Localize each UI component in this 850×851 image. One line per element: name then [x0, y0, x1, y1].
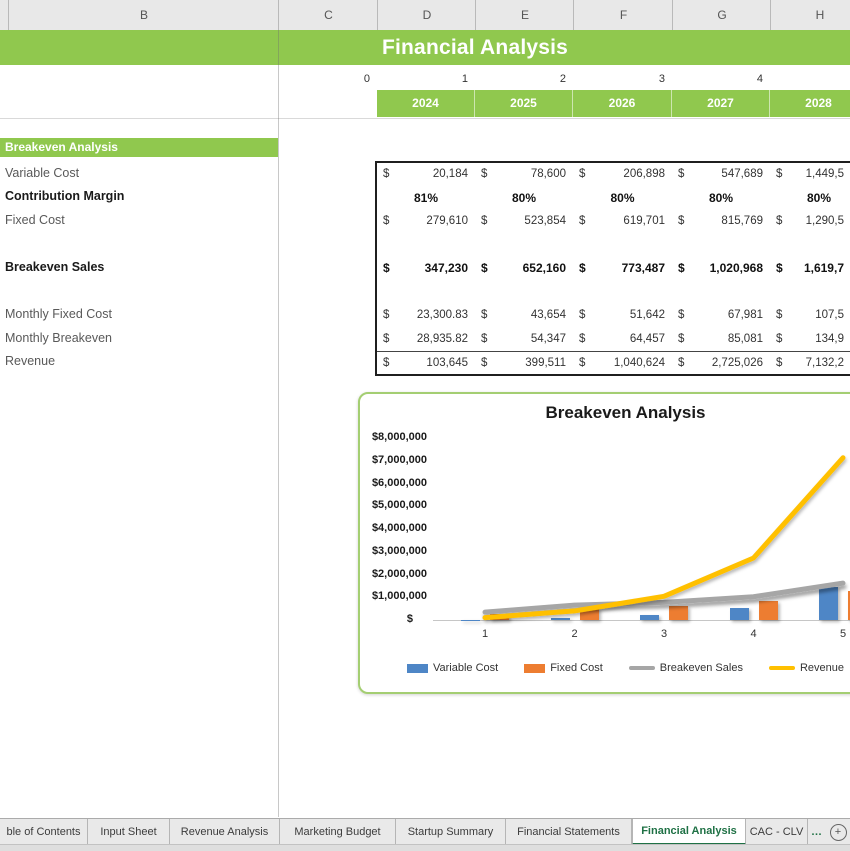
cell-value: 619,701 [623, 210, 665, 234]
cell-value: 206,898 [623, 163, 665, 187]
cell-value: 652,160 [523, 257, 566, 281]
table-cell[interactable] [770, 163, 850, 187]
sheet-tab-startup-summary[interactable]: Startup Summary [396, 819, 506, 845]
new-sheet-button[interactable] [826, 819, 850, 845]
row-label-monthly-fixed-cost[interactable]: Monthly Fixed Cost [0, 302, 270, 326]
column-header-row [0, 0, 850, 31]
table-cell[interactable] [672, 210, 770, 234]
chart-x-axis-line [433, 620, 850, 621]
section-header-breakeven[interactable] [0, 138, 278, 157]
currency-symbol: $ [481, 163, 487, 187]
currency-symbol: $ [678, 210, 684, 234]
cell-value: 815,769 [721, 210, 763, 234]
x-tick-label: 5 [831, 628, 850, 640]
column-header-H[interactable]: H [770, 0, 850, 30]
fixed-cost-bar [580, 608, 599, 620]
table-cell[interactable] [475, 210, 573, 234]
column-header-E[interactable]: E [475, 0, 574, 30]
currency-symbol: $ [776, 304, 782, 328]
table-row [377, 304, 850, 328]
currency-symbol: $ [776, 352, 782, 376]
row-label-fixed-cost[interactable]: Fixed Cost [0, 208, 270, 232]
currency-symbol: $ [678, 257, 685, 281]
currency-symbol: $ [383, 163, 389, 187]
table-row [377, 281, 850, 305]
currency-symbol: $ [776, 210, 782, 234]
currency-symbol: $ [383, 328, 389, 352]
revenue-line [485, 458, 843, 618]
table-row [377, 234, 850, 258]
currency-symbol: $ [481, 257, 488, 281]
table-cell[interactable] [672, 163, 770, 187]
column-divider [278, 30, 279, 817]
table-cell[interactable]: 80% [475, 187, 573, 211]
cell-value: 399,511 [525, 352, 566, 376]
currency-symbol: $ [678, 352, 684, 376]
table-cell[interactable] [377, 352, 475, 376]
row-label-variable-cost[interactable]: Variable Cost [0, 161, 270, 185]
table-cell[interactable] [573, 257, 672, 281]
breakeven-table [375, 161, 850, 376]
cell-value: 523,854 [524, 210, 566, 234]
cell-value: 279,610 [426, 210, 468, 234]
table-row [377, 187, 850, 211]
table-cell[interactable] [573, 163, 672, 187]
legend-label: Variable Cost [433, 662, 498, 674]
table-cell[interactable] [377, 210, 475, 234]
table-cell[interactable] [377, 328, 475, 352]
table-cell[interactable] [672, 304, 770, 328]
chart-title: Breakeven Analysis [360, 403, 850, 423]
legend-line-swatch-icon [769, 666, 795, 670]
period-number[interactable]: 0 [278, 68, 377, 90]
cell-value: 1,040,624 [614, 352, 665, 376]
x-tick-label: 4 [742, 628, 766, 640]
currency-symbol: $ [579, 352, 585, 376]
currency-symbol: $ [776, 163, 782, 187]
sheet-tab--[interactable]: … [808, 819, 826, 845]
cell-value: 103,645 [426, 352, 468, 376]
legend-line-swatch-icon [629, 666, 655, 670]
legend-label: Revenue [800, 662, 844, 674]
cell-value: 20,184 [433, 163, 468, 187]
cell-value: 347,230 [425, 257, 468, 281]
title-banner [0, 30, 850, 65]
year-header-2025[interactable]: 2025 [475, 90, 573, 117]
table-cell[interactable] [770, 257, 850, 281]
y-tick-label: $8,000,000 [365, 431, 427, 443]
legend-bar-swatch-icon [407, 664, 428, 673]
variable-cost-bar [730, 608, 749, 620]
currency-symbol: $ [579, 210, 585, 234]
table-row [377, 257, 850, 281]
currency-symbol: $ [678, 163, 684, 187]
cell-value: 54,347 [531, 328, 566, 352]
y-tick-label: $ [365, 613, 427, 625]
x-tick-label: 1 [473, 628, 497, 640]
cell-value: 67,981 [728, 304, 763, 328]
sheet-tab-revenue-analysis[interactable]: Revenue Analysis [170, 819, 280, 845]
currency-symbol: $ [383, 257, 390, 281]
table-cell[interactable] [377, 163, 475, 187]
currency-symbol: $ [678, 304, 684, 328]
year-header-2024[interactable]: 2024 [377, 90, 475, 117]
cell-value: 1,020,968 [710, 257, 763, 281]
column-header-B[interactable]: B [8, 0, 279, 30]
table-row [377, 328, 850, 352]
table-cell[interactable] [770, 328, 850, 352]
table-cell[interactable] [672, 328, 770, 352]
period-number[interactable]: 1 [377, 68, 475, 90]
plus-circle-icon: + [830, 824, 847, 841]
cell-value: 78,600 [531, 163, 566, 187]
legend-item-variable-cost [407, 662, 498, 674]
table-cell[interactable] [475, 352, 573, 376]
currency-symbol: $ [383, 304, 389, 328]
column-header-D[interactable]: D [377, 0, 476, 30]
table-cell[interactable] [770, 304, 850, 328]
currency-symbol: $ [579, 328, 585, 352]
legend-label: Fixed Cost [550, 662, 603, 674]
y-tick-label: $4,000,000 [365, 522, 427, 534]
row-label-monthly-breakeven[interactable]: Monthly Breakeven [0, 326, 270, 350]
row-label-revenue[interactable]: Revenue [0, 349, 270, 373]
table-cell[interactable] [672, 352, 770, 376]
cell-value: 64,457 [630, 328, 665, 352]
period-number[interactable]: 4 [672, 68, 770, 90]
table-cell[interactable] [573, 304, 672, 328]
y-tick-label: $5,000,000 [365, 499, 427, 511]
column-header-C[interactable]: C [278, 0, 378, 30]
cell-value: 547,689 [721, 163, 763, 187]
column-header-G[interactable]: G [672, 0, 771, 30]
breakeven-chart[interactable] [358, 392, 850, 694]
column-header-F[interactable]: F [573, 0, 673, 30]
legend-bar-swatch-icon [524, 664, 545, 673]
currency-symbol: $ [776, 328, 782, 352]
sheet-tab-cac-clv[interactable]: CAC - CLV [746, 819, 808, 845]
sheet-tab-marketing-budget[interactable]: Marketing Budget [280, 819, 396, 845]
currency-symbol: $ [383, 210, 389, 234]
table-cell[interactable]: 80% [672, 187, 770, 211]
sheet-title: Financial Analysis [382, 36, 568, 60]
cell-value: 1,619,7 [804, 257, 844, 281]
section-header-label: Breakeven Analysis [0, 138, 278, 157]
table-cell[interactable]: 81% [377, 187, 475, 211]
variable-cost-bar [819, 587, 838, 620]
sheet-tab-ble-of-contents[interactable]: ble of Contents [0, 819, 88, 845]
sheet-tab-input-sheet[interactable]: Input Sheet [88, 819, 170, 845]
legend-label: Breakeven Sales [660, 662, 743, 674]
breakeven-sales-line [485, 583, 843, 612]
currency-symbol: $ [481, 328, 487, 352]
cell-value: 134,9 [815, 328, 844, 352]
cell-value: 2,725,026 [712, 352, 763, 376]
currency-symbol: $ [481, 304, 487, 328]
table-cell[interactable] [770, 352, 850, 376]
row-label-breakeven-sales[interactable]: Breakeven Sales [0, 255, 270, 279]
legend-item-breakeven-sales [629, 662, 743, 674]
fixed-cost-bar [669, 606, 688, 620]
legend-item-fixed-cost [524, 662, 603, 674]
cell-value: 1,290,5 [806, 210, 844, 234]
cell-value: 23,300.83 [417, 304, 468, 328]
year-header-2027[interactable]: 2027 [672, 90, 770, 117]
cell-value: 85,081 [728, 328, 763, 352]
sheet-tab-bar [0, 818, 850, 845]
period-number[interactable]: 3 [573, 68, 672, 90]
table-cell[interactable] [573, 352, 672, 376]
row-label-contribution-margin[interactable]: Contribution Margin [0, 185, 270, 209]
x-tick-label: 2 [563, 628, 587, 640]
table-cell[interactable]: 80% [770, 187, 850, 211]
table-cell[interactable] [573, 210, 672, 234]
year-header-2028[interactable]: 2028 [770, 90, 850, 117]
table-cell[interactable] [475, 304, 573, 328]
x-tick-label: 3 [652, 628, 676, 640]
currency-symbol: $ [678, 328, 684, 352]
currency-symbol: $ [579, 257, 586, 281]
y-tick-label: $3,000,000 [365, 545, 427, 557]
table-row [377, 163, 850, 187]
legend-item-revenue [769, 662, 844, 674]
currency-symbol: $ [776, 257, 783, 281]
table-cell[interactable] [573, 328, 672, 352]
table-cell[interactable] [672, 257, 770, 281]
fixed-cost-bar [759, 601, 778, 620]
cell-value: 773,487 [622, 257, 665, 281]
cell-value: 1,449,5 [806, 163, 844, 187]
fixed-cost-bar [490, 614, 509, 620]
grid-line [0, 118, 850, 119]
y-tick-label: $6,000,000 [365, 477, 427, 489]
cell-value: 107,5 [815, 304, 844, 328]
chart-legend [360, 662, 850, 674]
chart-lines [360, 394, 850, 696]
cell-value: 51,642 [630, 304, 665, 328]
table-row [377, 210, 850, 234]
table-cell[interactable] [475, 257, 573, 281]
currency-symbol: $ [383, 352, 389, 376]
table-cell[interactable] [475, 163, 573, 187]
sheet-tab-financial-analysis[interactable]: Financial Analysis [632, 819, 746, 845]
table-cell[interactable]: 80% [573, 187, 672, 211]
currency-symbol: $ [481, 352, 487, 376]
table-cell[interactable] [770, 210, 850, 234]
table-cell[interactable] [377, 257, 475, 281]
sheet-tab-financial-statements[interactable]: Financial Statements [506, 819, 632, 845]
currency-symbol: $ [481, 210, 487, 234]
cell-value: 7,132,2 [806, 352, 844, 376]
period-number[interactable]: 2 [475, 68, 573, 90]
table-cell[interactable] [377, 304, 475, 328]
currency-symbol: $ [579, 163, 585, 187]
cell-value: 28,935.82 [417, 328, 468, 352]
variable-cost-bar [551, 618, 570, 620]
y-tick-label: $7,000,000 [365, 454, 427, 466]
variable-cost-bar [640, 615, 659, 620]
y-tick-label: $1,000,000 [365, 590, 427, 602]
table-row [377, 351, 850, 376]
cell-value: 43,654 [531, 304, 566, 328]
currency-symbol: $ [579, 304, 585, 328]
table-cell[interactable] [475, 328, 573, 352]
year-header-2026[interactable]: 2026 [573, 90, 672, 117]
y-tick-label: $2,000,000 [365, 568, 427, 580]
